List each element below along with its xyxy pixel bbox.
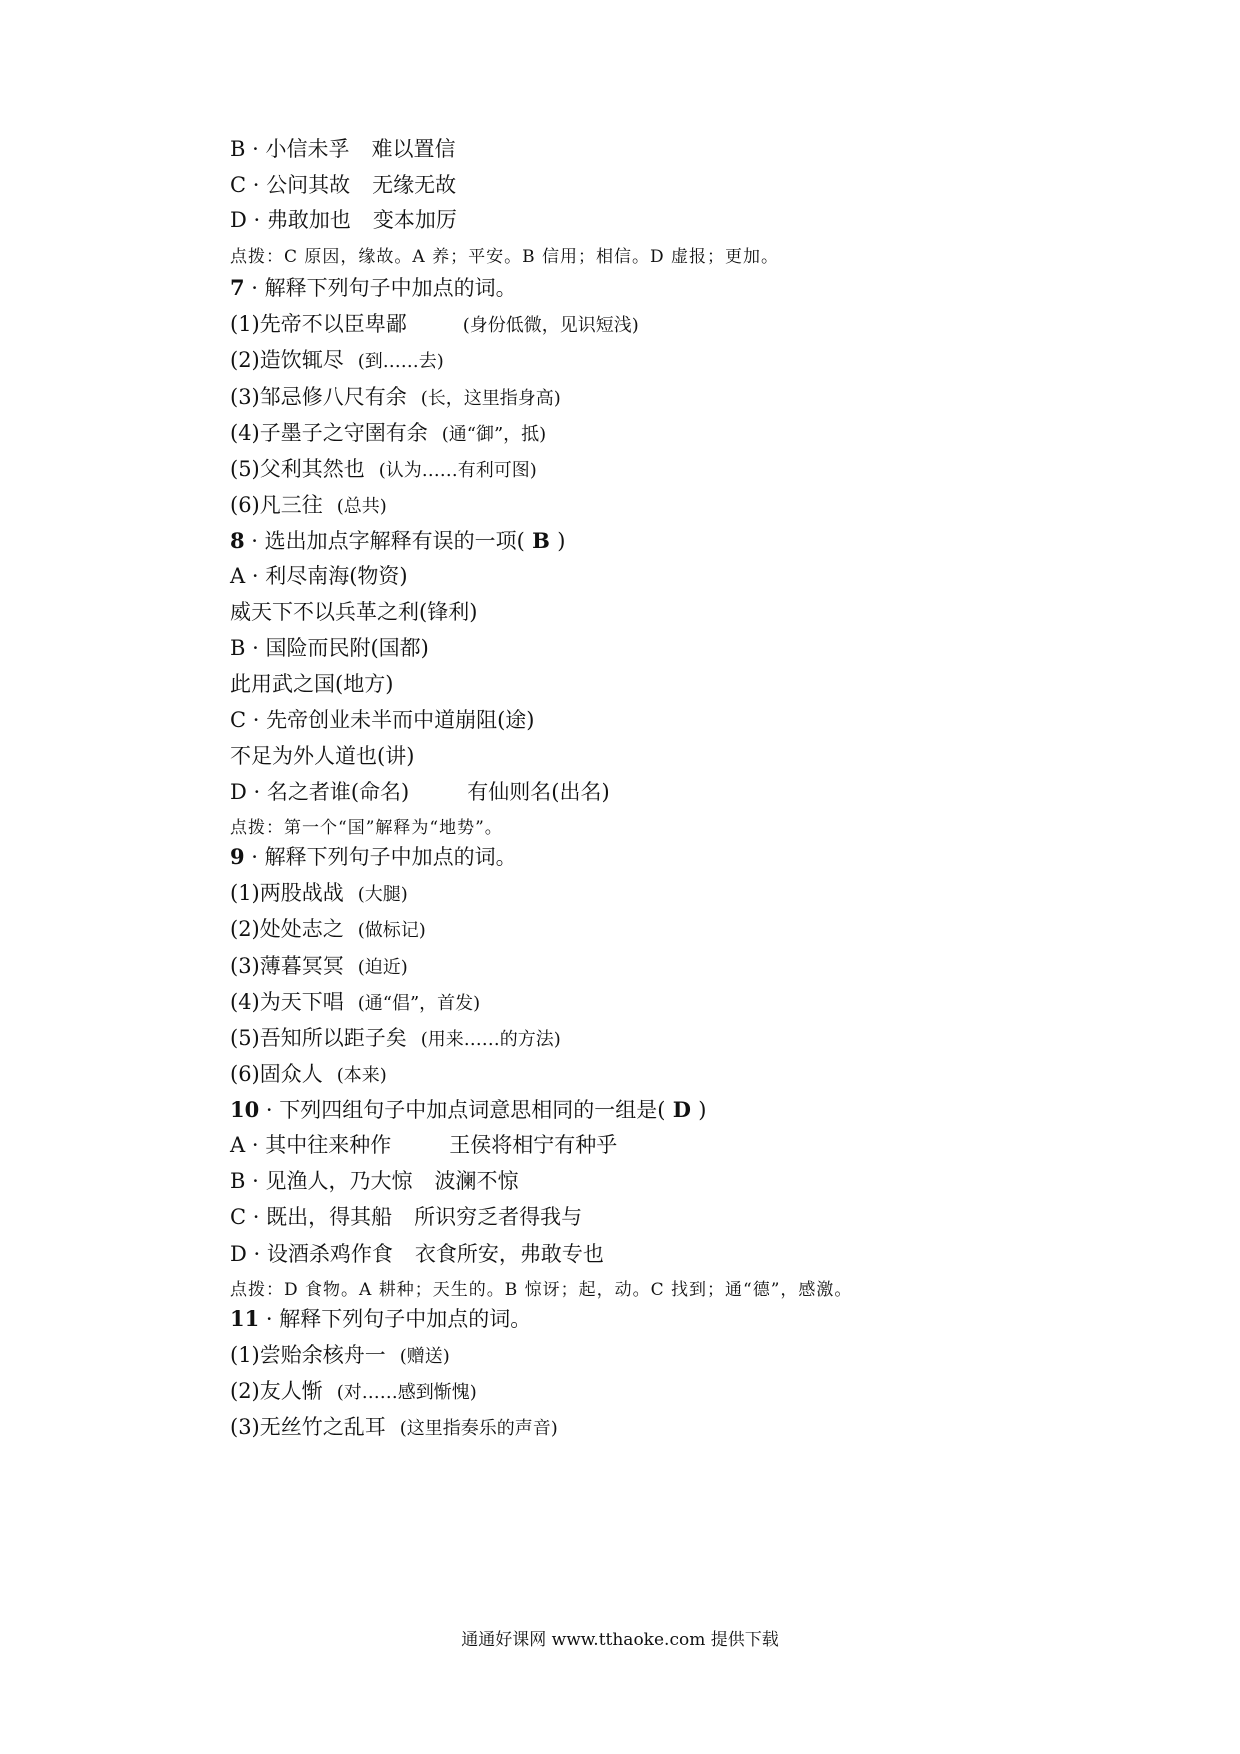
q8-option-b-1: B · 国险而民附(国都) xyxy=(230,636,429,660)
option-phrase-a: 设酒杀鸡作食 xyxy=(266,1242,393,1266)
q9-item-3 xyxy=(230,952,408,982)
sentence: (1)尝贻余核舟一 xyxy=(230,1343,386,1367)
q8-option-c-2: 不足为外人道也(讲) xyxy=(230,744,415,768)
q6-option-b xyxy=(230,135,455,163)
q8-hint: 点拨：第一个“国”解释为“地势”。 xyxy=(230,818,503,838)
q8-option-a-1: A · 利尽南海(物资) xyxy=(230,564,408,588)
answer: (大腿) xyxy=(357,884,408,905)
q8-option-c-1: C · 先帝创业未半而中道崩阻(途) xyxy=(230,708,535,732)
q7-item-4 xyxy=(230,419,546,449)
option-phrase-b: 波澜不惊 xyxy=(434,1169,519,1193)
question-number: 8 xyxy=(230,528,245,553)
option-label: A · xyxy=(230,1133,266,1157)
q11-item-2 xyxy=(230,1377,477,1407)
q7-item-2 xyxy=(230,346,444,376)
option-label: B · xyxy=(230,1169,266,1193)
q8-option-b-2: 此用武之国(地方) xyxy=(230,672,394,696)
answer: (这里指奏乐的声音) xyxy=(399,1418,558,1439)
answer: (身份低微，见识短浅) xyxy=(462,315,639,336)
q9-item-5 xyxy=(230,1024,561,1054)
page-footer: 通通好课网 www.tthaoke.com 提供下载 xyxy=(461,1630,779,1650)
sentence: (2)处处志之 xyxy=(230,917,344,941)
answer: (做标记) xyxy=(357,920,426,941)
sentence: (1)先帝不以臣卑鄙 xyxy=(230,312,407,336)
sentence: (6)固众人 xyxy=(230,1062,323,1086)
q8-option-a-2: 威天下不以兵革之利(锋利) xyxy=(230,600,478,624)
answer: (本来) xyxy=(336,1065,387,1086)
q10-option-b xyxy=(230,1167,518,1195)
sentence: (5)父利其然也 xyxy=(230,457,365,481)
sentence: (3)无丝竹之乱耳 xyxy=(230,1415,386,1439)
answer-letter: D xyxy=(665,1097,699,1122)
q7-item-5 xyxy=(230,455,537,485)
question-text: · 下列四组句子中加点词意思相同的一组是( xyxy=(259,1098,666,1122)
sentence: (1)两股战战 xyxy=(230,881,344,905)
option-phrase-a: 既出，得其船 xyxy=(266,1205,393,1229)
q8-option-d xyxy=(230,778,610,806)
answer: (赠送) xyxy=(399,1346,450,1367)
answer: (到……去) xyxy=(357,351,444,372)
option-phrase-b: 有仙则名(出名) xyxy=(467,780,610,804)
q7-item-6 xyxy=(230,491,387,521)
q9-item-1 xyxy=(230,879,408,909)
option-label: C · xyxy=(230,1205,267,1229)
q6-option-d xyxy=(230,206,457,234)
q9-heading xyxy=(230,843,517,871)
question-text: · 选出加点字解释有误的一项( xyxy=(244,529,525,553)
q7-heading xyxy=(230,274,517,302)
answer: (对……感到惭愧) xyxy=(336,1382,477,1403)
q6-hint: 点拨：C 原因，缘故。A 养；平安。B 信用；相信。D 虚报；更加。 xyxy=(230,247,780,267)
q10-option-d xyxy=(230,1240,604,1268)
question-text: · 解释下列句子中加点的词。 xyxy=(244,276,517,300)
option-phrase-a: D · 名之者谁(命名) xyxy=(230,780,410,804)
option-phrase-a: 公问其故 xyxy=(266,173,351,197)
option-phrase-b: 难以置信 xyxy=(371,137,456,161)
q11-item-1 xyxy=(230,1341,450,1371)
paren-close: ) xyxy=(557,529,566,553)
sentence: (3)薄暮冥冥 xyxy=(230,954,344,978)
answer: (总共) xyxy=(336,496,387,517)
option-label: D · xyxy=(230,1242,267,1266)
option-phrase-a: 弗敢加也 xyxy=(266,208,351,232)
option-label: B · xyxy=(230,137,266,161)
question-number: 11 xyxy=(230,1306,260,1331)
q7-item-3 xyxy=(230,383,561,413)
answer: (用来……的方法) xyxy=(420,1029,561,1050)
question-number: 7 xyxy=(230,275,245,300)
paren-close: ) xyxy=(698,1098,707,1122)
sentence: (5)吾知所以距子矣 xyxy=(230,1026,407,1050)
option-phrase-b: 衣食所安，弗敢专也 xyxy=(414,1242,604,1266)
option-label: D · xyxy=(230,208,267,232)
sentence: (2)造饮辄尽 xyxy=(230,348,344,372)
option-phrase-a: 其中往来种作 xyxy=(265,1133,392,1157)
sentence: (4)为天下唱 xyxy=(230,990,344,1014)
q7-item-1 xyxy=(230,310,639,340)
q9-item-4 xyxy=(230,988,480,1018)
q10-heading xyxy=(230,1096,707,1124)
q10-option-c xyxy=(230,1203,582,1231)
answer-letter: B xyxy=(524,528,558,553)
answer: (通“倡”，首发) xyxy=(357,993,481,1014)
answer: (迫近) xyxy=(357,957,408,978)
q9-item-6 xyxy=(230,1060,387,1090)
option-phrase-b: 变本加厉 xyxy=(372,208,457,232)
q9-item-2 xyxy=(230,915,426,945)
question-text: · 解释下列句子中加点的词。 xyxy=(259,1307,532,1331)
q10-option-a xyxy=(230,1131,617,1159)
q10-hint: 点拨：D 食物。A 耕种；天生的。B 惊讶；起，动。C 找到；通“德”，感激。 xyxy=(230,1280,853,1300)
sentence: (4)子墨子之守圉有余 xyxy=(230,421,428,445)
answer: (通“御”，抵) xyxy=(441,424,547,445)
option-phrase-b: 无缘无故 xyxy=(372,173,457,197)
question-text: · 解释下列句子中加点的词。 xyxy=(244,845,517,869)
answer: (认为……有利可图) xyxy=(378,460,537,481)
answer: (长，这里指身高) xyxy=(420,388,561,409)
q8-heading xyxy=(230,527,565,555)
option-label: C · xyxy=(230,173,267,197)
option-phrase-b: 所识穷乏者得我与 xyxy=(414,1205,583,1229)
question-number: 10 xyxy=(230,1097,260,1122)
option-phrase-a: 见渔人，乃大惊 xyxy=(265,1169,413,1193)
q11-heading xyxy=(230,1305,531,1333)
sentence: (2)友人惭 xyxy=(230,1379,323,1403)
question-number: 9 xyxy=(230,844,245,869)
q11-item-3 xyxy=(230,1413,558,1443)
option-phrase-b: 王侯将相宁有种乎 xyxy=(449,1133,618,1157)
sentence: (6)凡三往 xyxy=(230,493,323,517)
q6-option-c xyxy=(230,171,456,199)
sentence: (3)邹忌修八尺有余 xyxy=(230,385,407,409)
option-phrase-a: 小信未孚 xyxy=(265,137,350,161)
